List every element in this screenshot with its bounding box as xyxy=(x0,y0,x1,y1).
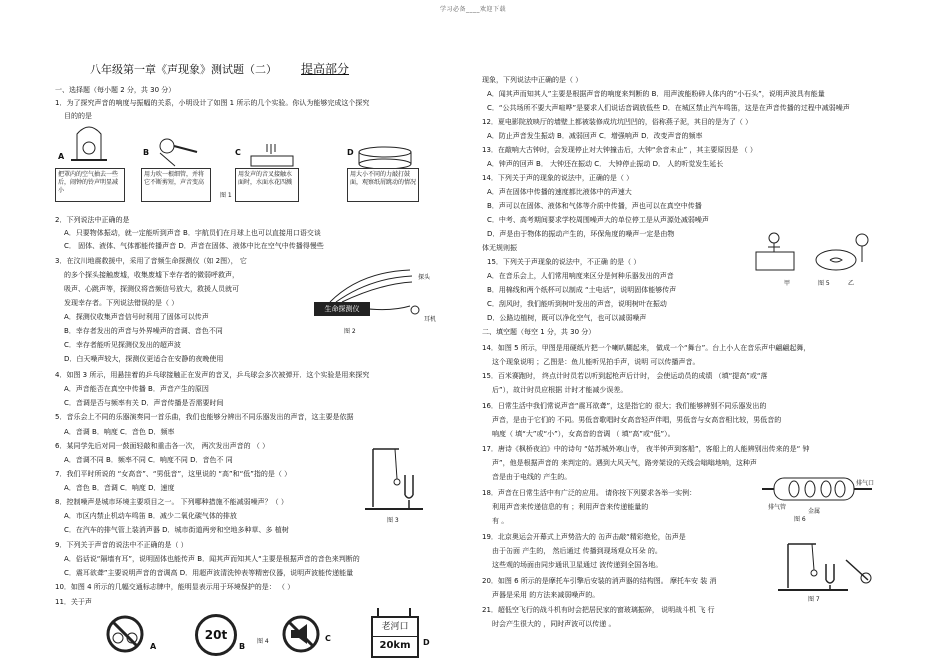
left-line: D．白天噪声较大，探测仪更适合在安静的夜晚使用 xyxy=(64,355,224,363)
tuning-fork-hammer-illustration xyxy=(778,540,878,594)
no-bicycle-sign-icon xyxy=(105,614,145,654)
left-line: A．市区内禁止机动车鸣笛 B．减少二氧化碳气体的排放 xyxy=(64,512,237,520)
left-line: A．俗话说“隔墙有耳”，说明固体也能传声 B．闻其声而知其人“主要是根据声音的音色来判断的 xyxy=(64,555,360,563)
left-line: 1．为了探究声音的响度与振幅的关系，小明设计了如图 1 所示的几个实验。你认为能够完成这个探究 xyxy=(55,99,370,107)
right-line: 声”，他是根据声音的 来判定的。遇到大风天气，路旁架设的天线会嗡嗡地响，这种声 xyxy=(492,459,757,467)
fig4-letter-a: A xyxy=(150,642,157,651)
left-line: C．幸存者能听见探测仪发出的超声波 xyxy=(64,341,181,349)
left-line: 3．在汶川地震救援中，采用了音频生命探测仪（如 2图）， 它 xyxy=(55,257,247,265)
fig1-label: 图 1 xyxy=(220,192,232,199)
left-line: 11．关于声 xyxy=(55,598,92,606)
right-line: 12．夏电影院放映厅的墙壁上都被装修成坑坑凹凹的，俗称燕子泥，其目的是为了（ ） xyxy=(482,118,753,126)
title-subtitle: 提高部分 xyxy=(301,62,350,76)
no-horn-sign-icon xyxy=(281,614,321,654)
left-line: 2．下列说法中正确的是 xyxy=(55,216,130,224)
page-header: 学习必备____欢迎下载 xyxy=(440,6,507,13)
fig5-label-b: 乙 xyxy=(848,280,855,287)
figure-6 xyxy=(760,470,890,522)
right-line: 14．下列关于声的现象的说法中，正确的是（ ） xyxy=(482,174,634,182)
fig6-inlet-label: 排气管 xyxy=(768,504,787,511)
figure-1 xyxy=(55,120,425,205)
right-line: A．钟声的回声 B． 大钟还在振动 C． 大钟停止振动 D． 人的听觉发生延长 xyxy=(487,160,724,168)
speaker-stage-illustration xyxy=(754,228,796,272)
fig2-label: 图 2 xyxy=(344,328,356,335)
right-line: 这些观的场面由同步通讯卫星通过 波传递到全国各地。 xyxy=(492,561,663,569)
blowing-tube-illustration xyxy=(155,134,199,168)
right-line: 19．北京奥运会开幕式上声势浩大的 缶声击敲“精彩绝伦，缶声是 xyxy=(482,533,686,541)
distance-sign xyxy=(371,608,417,656)
fig6-label: 图 6 xyxy=(794,516,806,523)
fig4-letter-b: B xyxy=(239,642,246,651)
right-line: 18．声音在日常生活中有广泛的应用。 请你按下列要求各举一实例： xyxy=(482,489,697,497)
distance-sign-place: 老河口 xyxy=(381,622,409,632)
right-line: 15．百米赛跑时， 终点计时员若以听到起枪声后计时， 会使运动员的成绩 （填“提高”或“落 xyxy=(482,372,768,380)
fish-tank-illustration xyxy=(812,230,878,272)
fig1-letter-a: A xyxy=(58,152,65,161)
right-line: B．用棉线和两个纸杯可以制成 “土电话”，说明固体能够传声 xyxy=(487,286,677,294)
left-line: A．探测仪收集声音信号时利用了固体可以传声 xyxy=(64,313,209,321)
right-line: 声音，是由于它们的 不同。男低音歌唱时女高音轻声伴唱，男低音与女高音相比较，男低音的 xyxy=(492,416,782,424)
right-line: 声器是采用 的方法来减弱噪声的。 xyxy=(492,591,600,599)
left-line: C． 固体、液体、气体都能传播声音 D．声音在固体、液体中比在空气中传播得慢些 xyxy=(64,242,324,250)
left-line: 9．下列关于声音的说法中不正确的是（ ） xyxy=(55,541,188,549)
right-line: C．“公共场所不要大声喧哗”是要求人们说话音调放低些 D．在城区禁止汽车鸣笛，这是在声音传播的过程中减弱噪声 xyxy=(487,104,850,112)
right-line: 响度（ 填“大”或“小”），女高音的音调 （ 填“高”或“低”）。 xyxy=(492,430,675,438)
right-line: 有 。 xyxy=(492,517,509,525)
right-line: 利用声音来传递信息的有 ；利用声音来传递能量的 xyxy=(492,503,649,511)
left-line: 一、选择题（每小题 2 分，共 30 分） xyxy=(55,86,176,94)
title-text: 八年级第一章《声现象》测试题（二） xyxy=(90,63,277,76)
fig1-letter-c: C xyxy=(235,148,241,157)
weight-limit-sign: 20t xyxy=(195,614,237,656)
fig1-caption-d: 用大小不同的力敲打鼓面，观察纸屑跳动的情况 xyxy=(347,168,419,202)
fig3-label: 图 3 xyxy=(387,517,399,524)
right-line: A．闻其声而知其人”主要是根据声音的响度来判断的 B．用声波能粉碎人体内的“小石头”，说明声波具有能量 xyxy=(487,90,825,98)
left-line: 5．音乐会上不同的乐器演奏同一首乐曲，我们也能够分辨出不同乐器发出的声音，这主要是依据 xyxy=(55,413,354,421)
right-line: 15．下列关于声现象的说法中，不正确 的是（ ） xyxy=(487,258,641,266)
fig7-label: 图 7 xyxy=(808,596,820,603)
left-line: A．音调 B．响度 C．音色 D．频率 xyxy=(64,428,175,436)
fig1-caption-b: 用力吹一根细管，并将它不断剪短，声音变高 xyxy=(141,168,211,202)
left-line: C．震耳欲聋”主要说明声音的音调高 D．用超声波清洗钟表等精密仪器，说明声波能传递能量 xyxy=(64,569,354,577)
right-line: 20．如图 6 所示的是摩托车引擎后安装的消声器的结构图。 摩托车安 装 消 xyxy=(482,577,717,585)
right-line: 由于缶面 产生的， 然后通过 传播到现场观众耳朵 的。 xyxy=(492,547,662,555)
right-line: 13．在敲响大古钟时，会发现停止对大钟撞击后，大钟“余音未止” ，其主要原因是 （ ） xyxy=(482,146,757,154)
fig2-device: 生命探测仪 xyxy=(314,302,370,316)
right-line: 17．唐诗《枫桥夜泊》中的诗句 “姑苏城外寒山寺， 夜半钟声到客船”，客船上的人能辨别出传来的是“ 钟 xyxy=(482,445,810,453)
right-line: C．刮风时，我们能听到树叶发出的声音，说明树叶在振动 xyxy=(487,300,667,308)
left-line: C．音调是否与频率有关 D．声音传播是否需要时间 xyxy=(64,399,224,407)
fig6-end-label: 金属 xyxy=(808,508,821,515)
left-line: C．在汽车的排气管上装消声器 D．城市街道两旁和空地多种草、多 植树 xyxy=(64,526,289,534)
drum-illustration xyxy=(355,144,415,170)
fig1-caption-a: 把罩内的空气抽去一些后，闹钟的铃声明显减小 xyxy=(55,168,125,202)
right-line: 这个现象说明 ；乙图是：鱼儿能听见拍手声，说明 可以传播声音。 xyxy=(492,358,700,366)
figure-7 xyxy=(778,540,878,602)
fig6-outlet-label: 排气口 xyxy=(856,480,875,487)
right-line: 二、填空题（每空 1 分，共 30 分） xyxy=(482,328,596,336)
tuning-fork-pingpong-illustration xyxy=(365,445,425,515)
right-line: C．中考、高考期间要求学校周围噪声大的单位停工是从声源处减弱噪声 xyxy=(487,216,709,224)
left-line: 8．控制噪声是城市环境主要项目之一。 下列哪种措施不能减弱噪声？（ ） xyxy=(55,498,288,506)
left-line: A．声音能否在真空中传播 B．声音产生的原因 xyxy=(64,385,209,393)
bell-jar-illustration xyxy=(69,120,109,164)
right-line: 时会产生很大的 ，同时声波可以传递 。 xyxy=(492,620,616,628)
figure-2 xyxy=(300,262,450,337)
left-line: 发现幸存者。下列说法错误的是（ ） xyxy=(64,299,179,307)
page-title xyxy=(90,60,349,77)
left-line: 7．我们平时所说的 “女高音”、“男低音”，这里说的 “高”和“低”指的是（ ） xyxy=(55,470,292,478)
fig2-probe-label: 探头 xyxy=(418,274,431,281)
left-line: B．幸存者发出的声音与外界噪声的音调、音色不同 xyxy=(64,327,223,335)
right-line: 16．日常生活中我们常说声音“震耳欲聋”，这是指它的 很大；我们能够辨别不同乐器发出的 xyxy=(482,402,767,410)
figure-5 xyxy=(748,228,878,290)
fig1-letter-b: B xyxy=(143,148,150,157)
figure-3 xyxy=(365,445,425,525)
left-line: 的多个探头接触废墟，收集废墟下幸存者的微弱呼救声， xyxy=(64,271,239,279)
right-line: D．声是由于物体的振动产生的，环保角度的噪声一定是由物 xyxy=(487,230,675,238)
right-line: A．声在固体中传播的速度都比液体中的声速大 xyxy=(487,188,632,196)
fig4-label: 图 4 xyxy=(257,638,269,645)
left-line: A．音色 B．音调 C．响度 D．速度 xyxy=(64,484,175,492)
right-line: B．声可以在固体、液体和气体等介质中传播，声也可以在真空中传播 xyxy=(487,202,702,210)
distance-sign-km: 20km xyxy=(373,636,417,655)
fig1-caption-c: 用发声的音叉接触水面时，水面水花四溅 xyxy=(235,168,299,202)
left-line: 6．某同学先后对同一鼓面轻敲和重击各一次， 两次发出声音的 （ ） xyxy=(55,442,270,450)
fig4-letter-c: C xyxy=(325,634,331,643)
left-line: 4．如图 3 所示，用悬挂着的乒乓球接触正在发声的音叉，乒乓球会多次被弹开．这个实验是用来探究 xyxy=(55,371,370,379)
left-line: 10．如图 4 所示的几幅交通标志牌中，能明显表示用于环境保护的是： （ ） xyxy=(55,583,295,591)
figure-4 xyxy=(105,608,435,668)
left-line: 吸声、心跳声等，探测仪将音频信号放大，救援人员就可 xyxy=(64,285,239,293)
tuning-fork-water-illustration xyxy=(247,142,297,168)
fig5-label-a: 甲 xyxy=(784,280,791,287)
right-line: 体无规则振 xyxy=(482,244,517,252)
fig1-letter-d: D xyxy=(347,148,354,157)
left-line: 目的的是 xyxy=(64,112,92,120)
fig2-earphone-label: 耳机 xyxy=(424,316,437,323)
right-line: D．公路边植树，既可以净化空气，也可以减弱噪声 xyxy=(487,314,647,322)
fig4-letter-d: D xyxy=(423,638,430,647)
right-line: 14．如图 5 所示，甲图是用硬纸片把一个喇叭糊起来， 做成一个“舞台”。台上小人在音乐声中翩翩起舞， xyxy=(482,344,811,352)
right-line: A．防止声音发生振动 B．减弱回声 C．增强响声 D．改变声音的频率 xyxy=(487,132,703,140)
fig5-label: 图 5 xyxy=(818,280,830,287)
right-line: A．在音乐会上，人们常用响度来区分是何种乐器发出的声音 xyxy=(487,272,674,280)
right-line: 21．超低空飞行的战斗机有时会把居民家的窗玻璃振碎， 说明战斗机 飞 行 xyxy=(482,606,715,614)
left-line: A．音调不同 B．频率不同 C．响度不同 D．音色不 同 xyxy=(64,456,233,464)
right-line: 后”），故计时员应根据 计时才能减少误差。 xyxy=(492,386,628,394)
left-line: A．只要物体振动，就一定能听到声音 B．宇航员们在月球上也可以直接用口语交谈 xyxy=(64,229,321,237)
right-line: 现象，下列说法中正确的是（ ） xyxy=(482,76,583,84)
right-line: 音是由于电线的 产生的。 xyxy=(492,473,572,481)
